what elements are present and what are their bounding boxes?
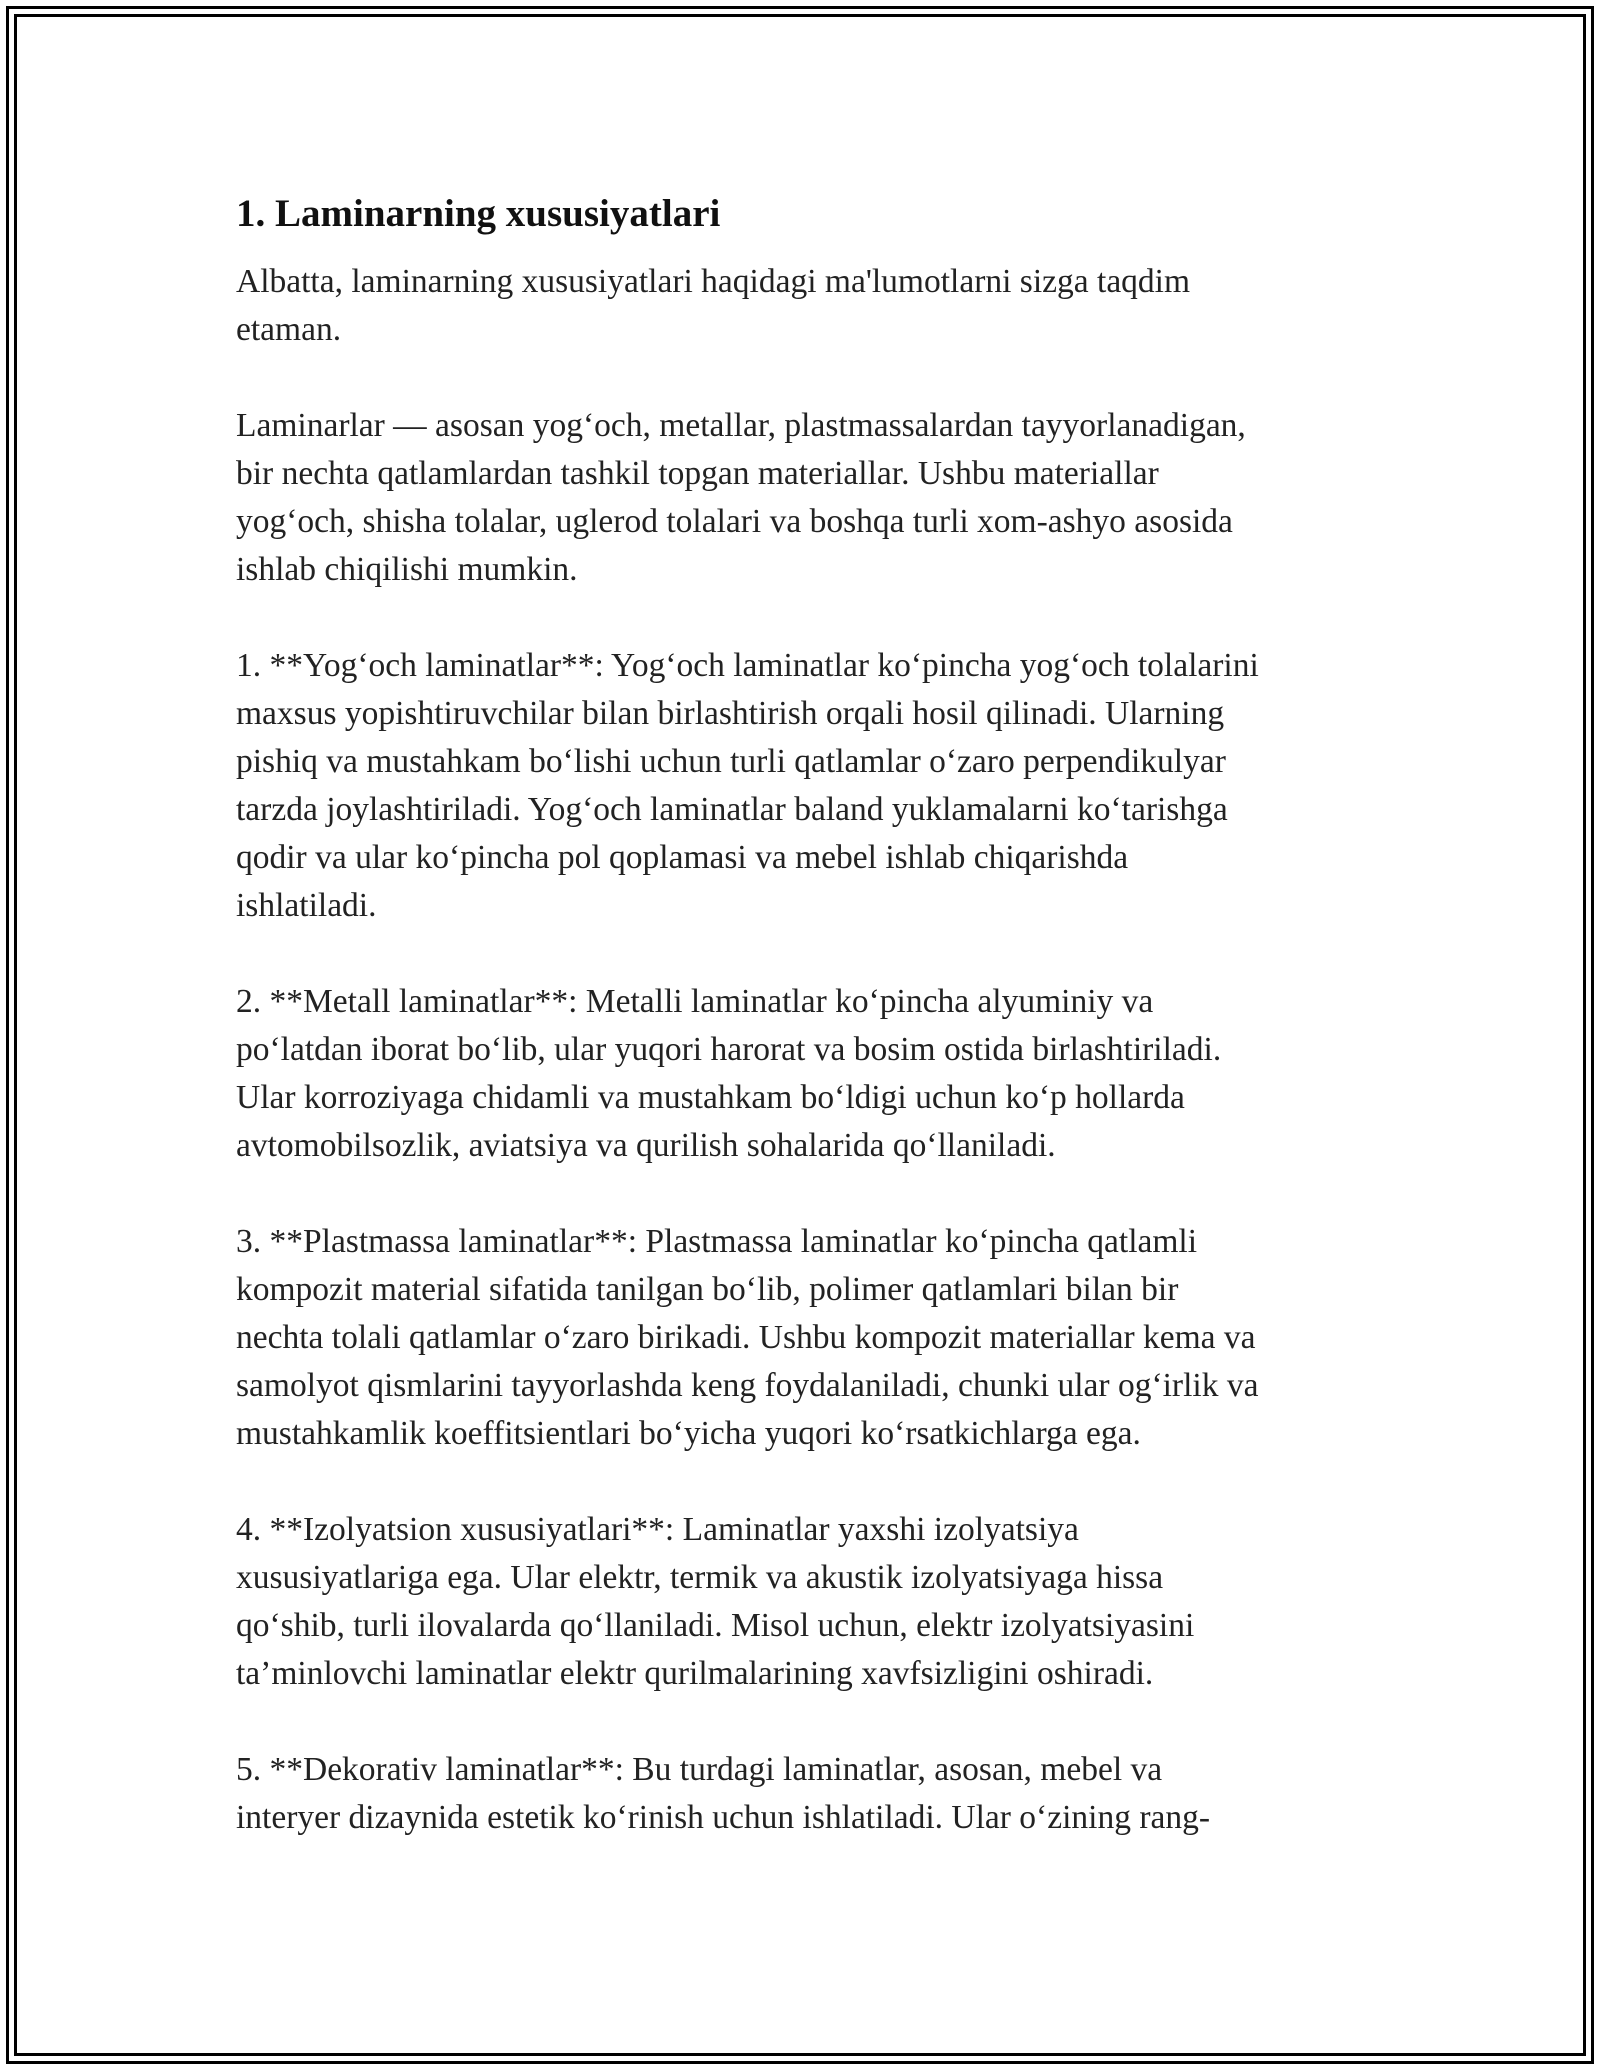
section-heading: 1. Laminarning xususiyatlari: [236, 192, 721, 235]
plastic-laminates-paragraph: 3. **Plastmassa laminatlar**: Plastmassa laminatlar ko‘pincha qatlamli kompozit material sifatida tanilgan bo‘lib, polimer qatlamlari bilan bir nechta tolali qatlamlar o‘zaro birikadi. Ushbu kompozit materiallar kema va samolyot qismlarini tayyorlashda keng foydalaniladi, chunki ular og‘irlik va mustahkamlik koeffitsientlari bo‘yicha yuqori ko‘rsatkichlarga ega.: [236, 1223, 1259, 1452]
wood-laminates-paragraph: 1. **Yog‘och laminatlar**: Yog‘och laminatlar ko‘pincha yog‘och tolalarini maxsus yopishtiruvchilar bilan birlashtirish orqali hosil qilinadi. Ularning pishiq va mustahkam bo‘lishi uchun turli qatlamlar o‘zaro perpendikulyar tarzda joylashtiriladi. Yog‘och laminatlar baland yuklamalarni ko‘tarishga qodir va ular ko‘pincha pol qoplamasi va mebel ishlab chiqarishda ishlatiladi.: [236, 647, 1259, 924]
decorative-laminates-paragraph: 5. **Dekorativ laminatlar**: Bu turdagi laminatlar, asosan, mebel va interyer dizaynida estetik ko‘rinish uchun ishlatiladi. Ular o‘zining rang-: [236, 1751, 1211, 1836]
intro-paragraph: Albatta, laminarning xususiyatlari haqidagi ma'lumotlarni sizga taqdim etaman.: [236, 263, 1191, 348]
definition-paragraph: Laminarlar — asosan yog‘och, metallar, plastmassalardan tayyorlanadigan, bir nechta qatlamlardan tashkil topgan materiallar. Ushbu materiallar yog‘och, shisha tolalar, uglerod tolalari va boshqa turli xom-ashyo asosida ishlab chiqilishi mumkin.: [236, 407, 1246, 588]
metal-laminates-paragraph: 2. **Metall laminatlar**: Metalli laminatlar ko‘pincha alyuminiy va po‘latdan iborat bo‘lib, ular yuqori harorat va bosim ostida birlashtiriladi. Ular korroziyaga chidamli va mustahkam bo‘ldigi uchun ko‘p hollarda avtomobilsozlik, aviatsiya va qurilish sohalarida qo‘llaniladi.: [236, 983, 1222, 1164]
insulation-paragraph: 4. **Izolyatsion xususiyatlari**: Laminatlar yaxshi izolyatsiya xususiyatlariga ega. Ular elektr, termik va akustik izolyatsiyaga hissa qo‘shib, turli ilovalarda qo‘llaniladi. Misol uchun, elektr izolyatsiyasini ta’minlovchi laminatlar elektr qurilmalarining xavfsizligini oshiradi.: [236, 1511, 1195, 1692]
document-body: [236, 188, 1376, 1890]
